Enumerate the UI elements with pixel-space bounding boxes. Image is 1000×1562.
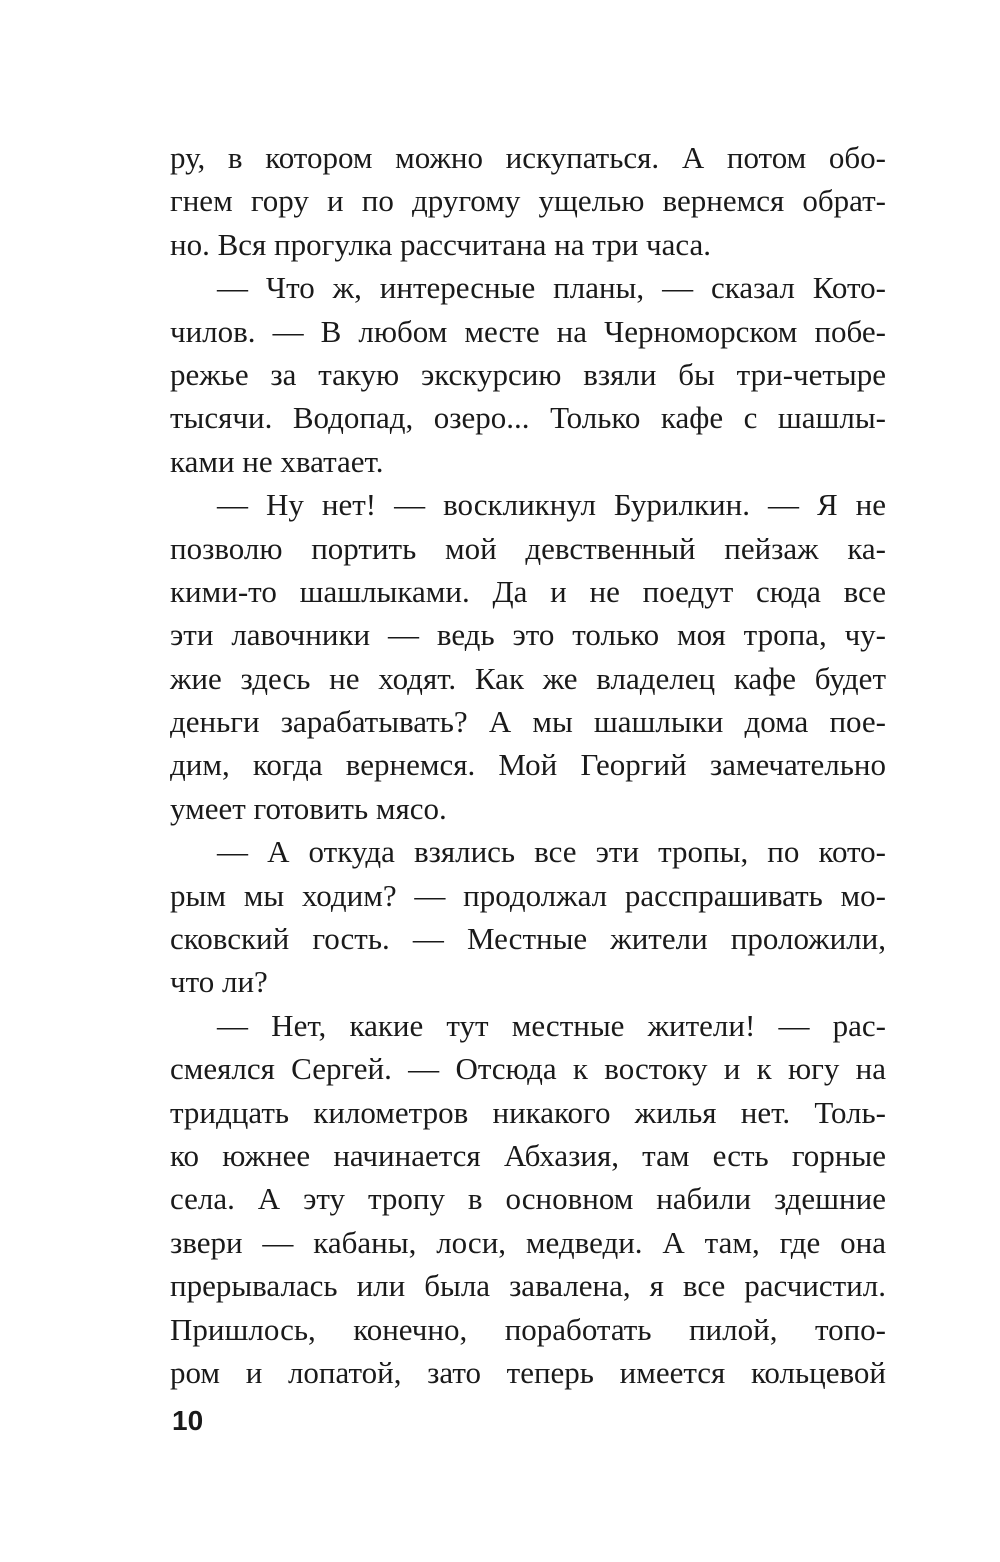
text-line: эти лавочники — ведь это только моя тропа, чу- (170, 617, 886, 653)
body-text (170, 136, 886, 1394)
text-line: режье за такую экскурсию взяли бы три-четыре (170, 356, 886, 392)
text-line: села. А эту тропу в основном набили здешние (170, 1181, 886, 1217)
text-line: кими-то шашлыками. Да и не поедут сюда все (170, 573, 886, 609)
page-number: 10 (172, 1405, 204, 1436)
text-line: умеет готовить мясо. (170, 790, 447, 826)
text-line: — Ну нет! — воскликнул Бурилкин. — Я не (217, 487, 886, 523)
text-line: звери — кабаны, лоси, медведи. А там, где она (170, 1224, 886, 1260)
text-line: жие здесь не ходят. Как же владелец кафе будет (170, 660, 886, 696)
text-line: что ли? (170, 964, 268, 1000)
text-line: деньги зарабатывать? А мы шашлыки дома пое- (170, 704, 886, 740)
text-line: прерывалась или была завалена, я все расчистил. (170, 1268, 886, 1304)
text-line: дим, когда вернемся. Мой Георгий замечательно (170, 747, 886, 783)
text-line: сковский гость. — Местные жители проложили, (170, 921, 886, 957)
text-line: смеялся Сергей. — Отсюда к востоку и к югу на (170, 1051, 886, 1087)
text-line: рым мы ходим? — продолжал расспрашивать мо- (170, 877, 886, 913)
text-line: — Что ж, интересные планы, — сказал Кото- (217, 270, 886, 306)
text-line: позволю портить мой девственный пейзаж ка- (170, 530, 886, 566)
text-line: — Нет, какие тут местные жители! — рас- (217, 1007, 886, 1043)
text-line: но. Вся прогулка рассчитана на три часа. (170, 226, 712, 262)
text-line: Пришлось, конечно, поработать пилой, топо- (170, 1311, 886, 1347)
text-line: тысячи. Водопад, озеро... Только кафе с шашлы- (170, 400, 886, 436)
text-line: чилов. — В любом месте на Черноморском побе- (170, 313, 886, 349)
text-line: ру, в котором можно искупаться. А потом обо- (170, 140, 886, 175)
text-line: ром и лопатой, зато теперь имеется кольцевой (170, 1354, 886, 1390)
text-line: тридцать километров никакого жилья нет. Толь- (170, 1094, 886, 1130)
text-line: гнем гору и по другому ущелью вернемся обрат- (170, 183, 886, 219)
text-line: ко южнее начинается Абхазия, там есть горные (170, 1137, 886, 1173)
text-line: — А откуда взялись все эти тропы, по кото- (217, 834, 886, 870)
text-line: ками не хватает. (170, 443, 384, 479)
